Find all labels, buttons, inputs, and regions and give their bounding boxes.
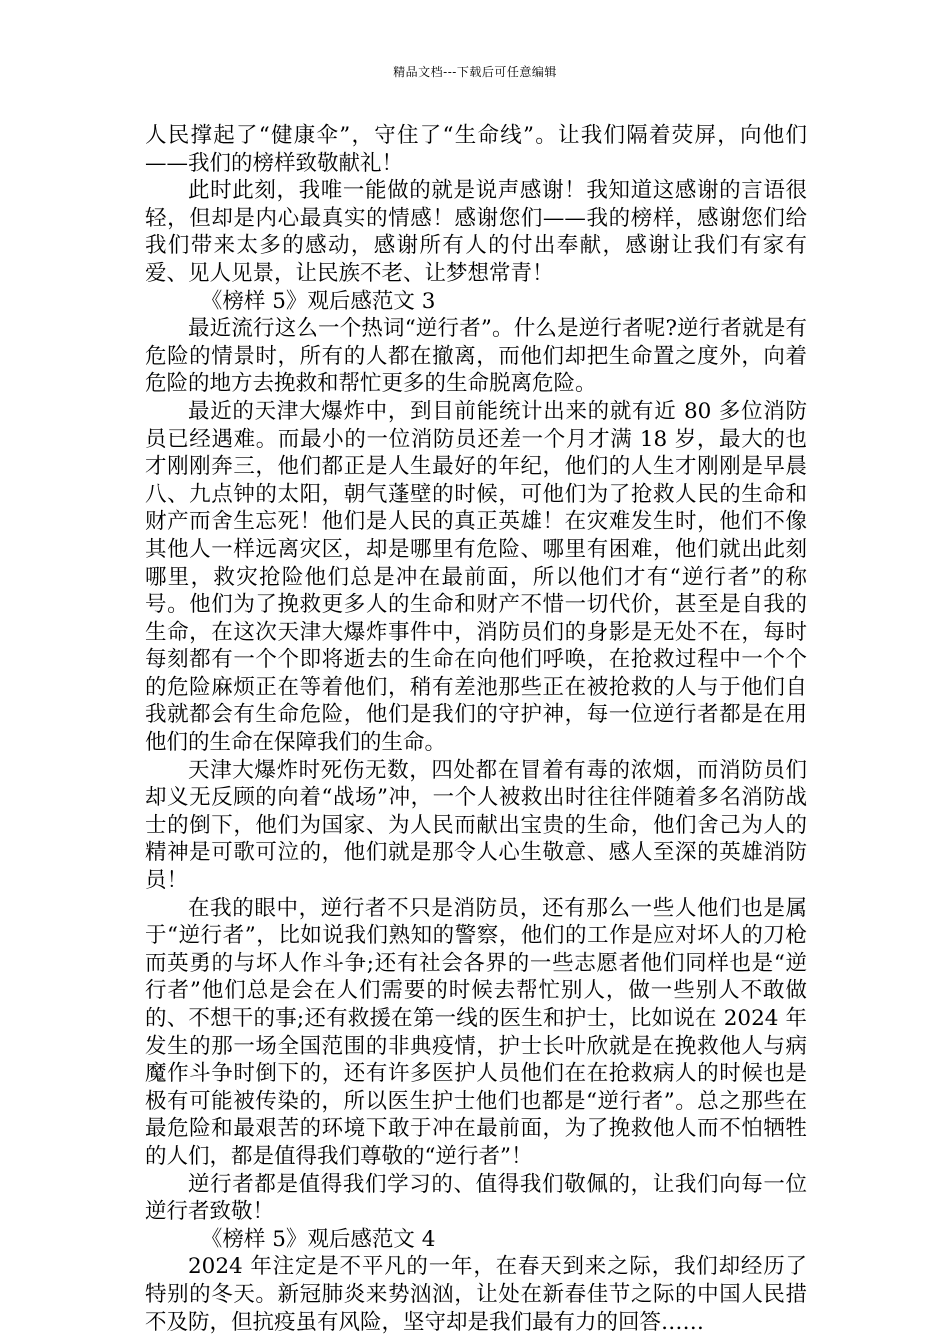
paragraph-5: 天津大爆炸时死伤无数，四处都在冒着有毒的浓烟，而消防员们却义无反顾的向着“战场”冲，一个人被救出时往往伴随着多名消防战士的倒下，他们为国家、为人民而献出宝贵的生命，他们舍己为人的精神是可歌可泣的，他们就是那令人心生敬意、感人至深的英雄消防员！ bbox=[145, 757, 807, 894]
paragraph-2: 此时此刻，我唯一能做的就是说声感谢！我知道这感谢的言语很轻，但却是内心最真实的情感！感谢您们——我的榜样，感谢您们给我们带来太多的感动，感谢所有人的付出奉献，感谢让我们有家有爱、见人见景，让民族不老、让梦想常青！ bbox=[145, 178, 807, 286]
paragraph-6: 在我的眼中，逆行者不只是消防员，还有那么一些人他们也是属于“逆行者”，比如说我们熟知的警察，他们的工作是应对坏人的刀枪而英勇的与坏人作斗争;还有社会各界的一些志愿者他们同样也是“逆行者”他们总是会在人们需要的时候去帮忙别人，做一些别人不敢做的、不想干的事;还有救援在第一线的医生和护士，比如说在 2024 年发生的那一场全国范围的非典疫情，护士长叶欣就是在挽救他人与病魔作斗争时倒下的，还有许多医护人员他们在在抢救病人的时候也是极有可能被传染的，所以医生护士他们也都是“逆行者”。总之那些在最危险和最艰苦的环境下敢于冲在最前面，为了挽救他人而不怕牺牲的人们，都是值得我们尊敬的“逆行者”！ bbox=[145, 895, 807, 1169]
paragraph-3: 最近流行这么一个热词“逆行者”。什么是逆行者呢?逆行者就是有危险的情景时，所有的人都在撤离，而他们却把生命置之度外，向着危险的地方去挽救和帮忙更多的生命脱离危险。 bbox=[145, 316, 807, 397]
document-body bbox=[145, 122, 807, 1336]
paragraph-8: 2024 年注定是不平凡的一年，在春天到来之际，我们却经历了特别的冬天。新冠肺炎来势汹汹，让处在新春佳节之际的中国人民措不及防，但抗疫虽有风险，坚守却是我们最有力的回答…… bbox=[145, 1254, 807, 1335]
paragraph-4: 最近的天津大爆炸中，到目前能统计出来的就有近 80 多位消防员已经遇难。而最小的一位消防员还差一个月才满 18 岁，最大的也才刚刚奔三，他们都正是人生最好的年纪，他们的人生才刚刚是早晨八、九点钟的太阳，朝气蓬壁的时候，可他们为了抢救人民的生命和财产而舍生忘死！他们是人民的真正英雄！在灾难发生时，他们不像其他人一样远离灾区，却是哪里有危险、哪里有困难，他们就出此刻哪里，救灾抢险他们总是冲在最前面，所以他们才有“逆行者”的称号。他们为了挽救更多人的生命和财产不惜一切代价，甚至是自我的生命，在这次天津大爆炸事件中，消防员们的身影是无处不在，每时每刻都有一个个即将逝去的生命在向他们呼唤，在抢救过程中一个个的危险麻烦正在等着他们，稍有差池那些正在被抢救的人与于他们自我就都会有生命危险，他们是我们的守护神，每一位逆行者都是在用他们的生命在保障我们的生命。 bbox=[145, 398, 807, 756]
section-heading-4: 《榜样 5》观后感范文 4 bbox=[200, 1226, 436, 1252]
page-header: 精品文档---下载后可任意编辑 bbox=[393, 65, 557, 79]
paragraph-7: 逆行者都是值得我们学习的、值得我们敬佩的，让我们向每一位逆行者致敬！ bbox=[145, 1171, 807, 1225]
paragraph-1: 人民撑起了“健康伞”，守住了“生命线”。让我们隔着荧屏，向他们——我们的榜样致敬献礼！ bbox=[145, 123, 807, 176]
section-heading-3: 《榜样 5》观后感范文 3 bbox=[200, 288, 436, 314]
